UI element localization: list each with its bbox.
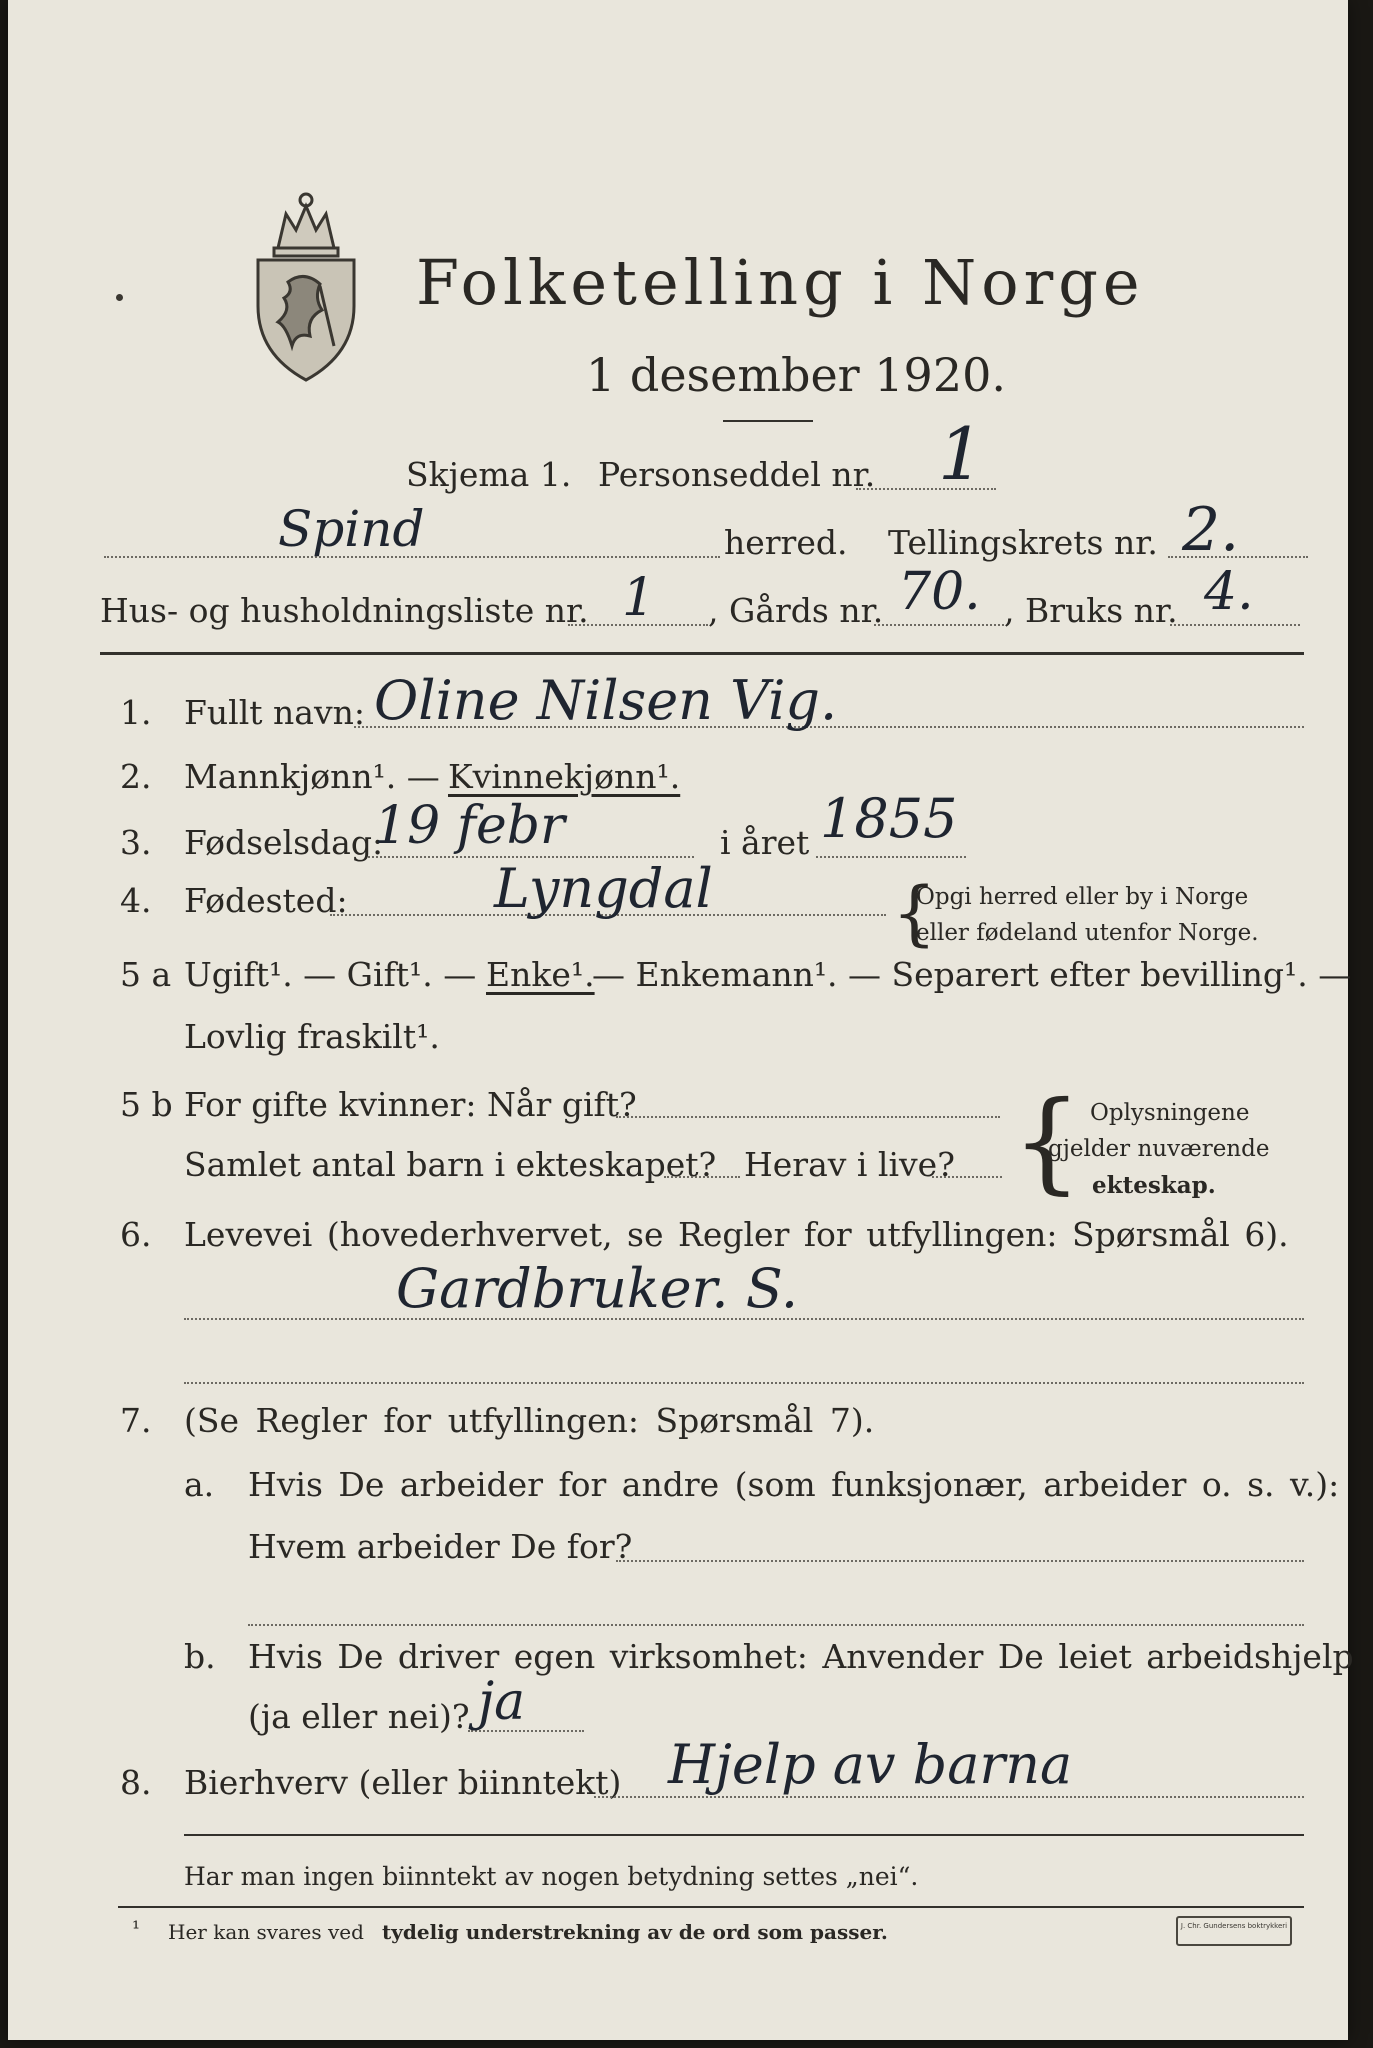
husliste-label: Hus- og husholdningsliste nr. [100,591,589,630]
q3-year-line [816,856,966,858]
q8-label: Bierhverv (eller biinntekt) [184,1763,622,1802]
footnote-text-b: tydelig understrekning av de ord som passer. [382,1920,888,1944]
q2-number: 2. [120,757,152,796]
q5a-enke: Enke¹. [486,955,595,994]
bruks-line [1170,624,1300,626]
skjema-label: Skjema 1. [406,455,572,494]
census-form [8,0,1354,2040]
printer-stamp-text: J. Chr. Gundersens boktrykkeri [1180,1922,1288,1930]
q5b-line2-b: Herav i live? [744,1145,955,1184]
q5b-line1: For gifte kvinner: Når gift? [184,1085,637,1124]
q7-label: (Se Regler for utfyllingen: Spørsmål 7). [184,1401,875,1440]
q5a-number: 5 a [120,955,172,994]
q1-label: Fullt navn: [184,693,365,732]
q4-note-1: Opgi herred eller by i Norge [916,884,1249,910]
tellingskrets-label: Tellingskrets nr. [888,523,1158,562]
herred-value: Spind [278,500,425,558]
section-divider [100,652,1304,655]
census-date: 1 desember 1920. [586,348,1006,402]
q8-value: Hjelp av barna [668,1733,1073,1796]
q3-label: Fødselsdag: [184,823,384,862]
q7a-letter: a. [184,1465,215,1504]
q5a-line1-a: Ugift¹. — Gift¹. — [184,955,477,994]
q5b-gift-line [616,1116,1000,1118]
printer-stamp [1176,1916,1292,1946]
q8-line [594,1796,1304,1798]
q5b-live-line [932,1176,1002,1178]
q5b-brace: { [1012,1077,1082,1205]
q2-kvinne: Kvinnekjønn¹. [448,757,681,796]
q7-number: 7. [120,1401,152,1440]
title-divider [723,420,813,422]
q5b-note-2: gjelder nuværende [1048,1136,1270,1162]
q1-value: Oline Nilsen Vig. [374,669,838,732]
footnote-divider [118,1906,1304,1908]
footer-divider [184,1834,1304,1836]
q4-brace: { [892,872,937,954]
bruks-value: 4. [1204,562,1254,622]
footer-note: Har man ingen biinntekt av nogen betydning settes „nei“. [184,1862,919,1891]
q3-day-value: 19 febr [374,796,565,856]
stray-mark [116,294,123,301]
q6-line-2 [184,1382,1304,1384]
q3-number: 3. [120,823,152,862]
q4-note-2: eller fødeland utenfor Norge. [916,920,1259,946]
q3-year-value: 1855 [820,787,958,850]
gards-label: , Gårds nr. [708,591,884,630]
q6-number: 6. [120,1215,152,1254]
q8-number: 8. [120,1763,152,1802]
q4-value: Lyngdal [494,857,713,920]
q6-line-1 [184,1318,1304,1320]
q7b-letter: b. [184,1637,216,1676]
q4-number: 4. [120,881,152,920]
q5a-line2: Lovlig fraskilt¹. [184,1017,440,1056]
q7a-line1: Hvis De arbeider for andre (som funksjonær, arbeider o. s. v.): [248,1465,1340,1504]
gards-value: 70. [898,562,981,622]
bruks-label: , Bruks nr. [1004,591,1178,630]
q7a-line-2 [248,1624,1304,1626]
herred-label: herred. [724,523,848,562]
q7b-line1: Hvis De driver egen virksomhet: Anvender De leiet arbeidshjelp [248,1637,1354,1676]
q5a-line1-b: — Enkemann¹. — Separert efter bevilling¹. — [592,955,1352,994]
gards-line [874,624,1004,626]
q5b-note-1: Oplysningene [1090,1100,1250,1126]
q5b-line2-a: Samlet antal barn i ekteskapet? [184,1145,717,1184]
q7a-line2: Hvem arbeider De for? [248,1527,633,1566]
q6-label: Levevei (hovederhvervet, se Regler for utfyllingen: Spørsmål 6). [184,1215,1289,1254]
q5b-note-3: ekteskap. [1092,1172,1216,1199]
tellingskrets-value: 2. [1182,495,1240,565]
footnote-mark: ¹ [132,1916,141,1940]
husliste-value: 1 [622,568,656,628]
q7b-value: ja [478,1672,526,1732]
personseddel-label: Personseddel nr. [598,455,876,494]
q5b-barn-line [664,1176,740,1178]
q3-year-label: i året [720,823,810,862]
q6-value: Gardbruker. S. [396,1257,798,1320]
footnote-text-a: Her kan svares ved [168,1920,364,1944]
q4-label: Fødested: [184,881,348,920]
q2-mann: Mannkjønn¹. — [184,757,440,796]
personseddel-value: 1 [938,412,984,496]
coat-of-arms-icon [248,186,364,386]
q7b-line2: (ja eller nei)? [248,1697,470,1736]
q1-number: 1. [120,693,152,732]
q7a-line-1 [616,1560,1304,1562]
q5b-number: 5 b [120,1085,173,1124]
form-title: Folketelling i Norge [416,246,1145,319]
